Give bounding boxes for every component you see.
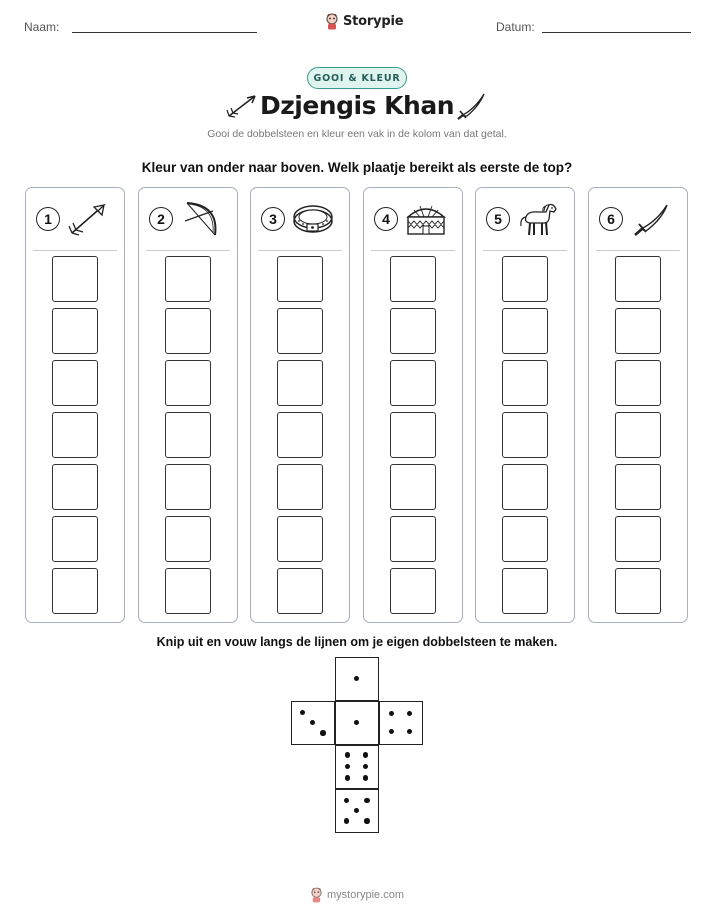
column-divider [596, 250, 680, 251]
dice-face-3 [291, 701, 335, 745]
column-header [589, 188, 687, 250]
horse-icon [516, 199, 560, 239]
page-title: Dzjengis Khan [259, 91, 454, 120]
color-box[interactable] [390, 464, 436, 510]
column-3 [250, 187, 350, 623]
color-box[interactable] [52, 308, 98, 354]
column-4 [363, 187, 463, 623]
column-header [364, 188, 462, 250]
color-box[interactable] [390, 412, 436, 458]
dice-pip [363, 775, 369, 781]
dice-pip [344, 798, 350, 804]
dice-face-5 [335, 789, 379, 833]
color-box[interactable] [165, 360, 211, 406]
dice-pip [363, 764, 369, 770]
dice-pip [407, 711, 413, 717]
color-box[interactable] [277, 464, 323, 510]
column-header [26, 188, 124, 250]
color-box[interactable] [615, 412, 661, 458]
column-number: 2 [149, 207, 173, 231]
color-box[interactable] [615, 516, 661, 562]
yurt-icon [404, 199, 448, 239]
column-6 [588, 187, 688, 623]
color-box[interactable] [52, 412, 98, 458]
footer-url[interactable]: mystorypie.com [326, 889, 405, 901]
column-5 [475, 187, 575, 623]
dice-pip [354, 808, 360, 814]
dice-face-1 [335, 701, 379, 745]
column-1 [25, 187, 125, 623]
name-label: Naam: [24, 20, 60, 34]
dice-pip [354, 676, 360, 682]
dice-pip [320, 730, 326, 736]
dice-pip [345, 775, 351, 781]
column-divider [371, 250, 455, 251]
color-box[interactable] [502, 256, 548, 302]
column-number: 5 [486, 207, 510, 231]
color-box[interactable] [615, 308, 661, 354]
belt-icon [291, 199, 335, 239]
color-box[interactable] [52, 568, 98, 614]
color-box[interactable] [52, 464, 98, 510]
storypie-footer-icon [310, 887, 323, 903]
dice-pip [363, 752, 369, 758]
color-box[interactable] [165, 256, 211, 302]
color-box[interactable] [277, 360, 323, 406]
color-box[interactable] [390, 308, 436, 354]
column-2 [138, 187, 238, 623]
dice-pip [354, 720, 360, 726]
color-box[interactable] [502, 308, 548, 354]
color-box[interactable] [502, 464, 548, 510]
color-box[interactable] [277, 308, 323, 354]
name-line[interactable] [72, 32, 257, 33]
column-number: 6 [599, 207, 623, 231]
arrow-icon [66, 199, 110, 239]
column-header [139, 188, 237, 250]
color-box[interactable] [52, 516, 98, 562]
column-divider [146, 250, 230, 251]
color-box[interactable] [615, 360, 661, 406]
storypie-logo-icon [325, 13, 339, 30]
color-box[interactable] [165, 568, 211, 614]
color-box[interactable] [277, 568, 323, 614]
sword-title-icon [455, 91, 487, 121]
column-divider [33, 250, 117, 251]
dice-pip [344, 818, 350, 824]
dice-pip [345, 752, 351, 758]
color-box[interactable] [615, 256, 661, 302]
page-subtitle: Gooi de dobbelsteen en kleur een vak in de kolom van dat getal. [207, 128, 507, 140]
date-label: Datum: [496, 20, 535, 34]
brand-logo [325, 13, 403, 30]
color-box[interactable] [390, 360, 436, 406]
column-divider [483, 250, 567, 251]
dice-pip [364, 818, 370, 824]
brand-name: Storypie [343, 14, 404, 29]
color-box[interactable] [52, 360, 98, 406]
dice-face-6 [335, 745, 379, 789]
dice-pip [345, 764, 351, 770]
color-box[interactable] [277, 256, 323, 302]
dice-pip [389, 729, 395, 735]
dice-pip [310, 720, 316, 726]
bow-icon [179, 199, 223, 239]
column-number: 1 [36, 207, 60, 231]
color-box[interactable] [165, 464, 211, 510]
color-box[interactable] [52, 256, 98, 302]
dice-instruction: Knip uit en vouw langs de lijnen om je eigen dobbelsteen te maken. [156, 635, 558, 649]
color-box[interactable] [615, 464, 661, 510]
dice-face-4 [379, 701, 423, 745]
column-divider [258, 250, 342, 251]
color-box[interactable] [277, 412, 323, 458]
color-box[interactable] [165, 412, 211, 458]
column-number: 3 [261, 207, 285, 231]
color-box[interactable] [390, 516, 436, 562]
dice-pip [407, 729, 413, 735]
column-header [251, 188, 349, 250]
dice-pip [364, 798, 370, 804]
color-box[interactable] [277, 516, 323, 562]
dice-pip [300, 710, 306, 716]
activity-badge: GOOI & KLEUR [307, 67, 407, 89]
color-box[interactable] [615, 568, 661, 614]
column-number: 4 [374, 207, 398, 231]
column-header [476, 188, 574, 250]
color-box[interactable] [502, 412, 548, 458]
sword-icon [629, 199, 673, 239]
color-box[interactable] [165, 516, 211, 562]
color-box[interactable] [390, 256, 436, 302]
color-box[interactable] [502, 360, 548, 406]
color-box[interactable] [390, 568, 436, 614]
color-box[interactable] [502, 516, 548, 562]
color-box[interactable] [502, 568, 548, 614]
dice-pip [389, 711, 395, 717]
dice-face-1 [335, 657, 379, 701]
date-line[interactable] [542, 32, 691, 33]
color-instruction: Kleur van onder naar boven. Welk plaatje bereikt als eerste de top? [141, 160, 573, 175]
footer [0, 887, 714, 903]
color-box[interactable] [165, 308, 211, 354]
